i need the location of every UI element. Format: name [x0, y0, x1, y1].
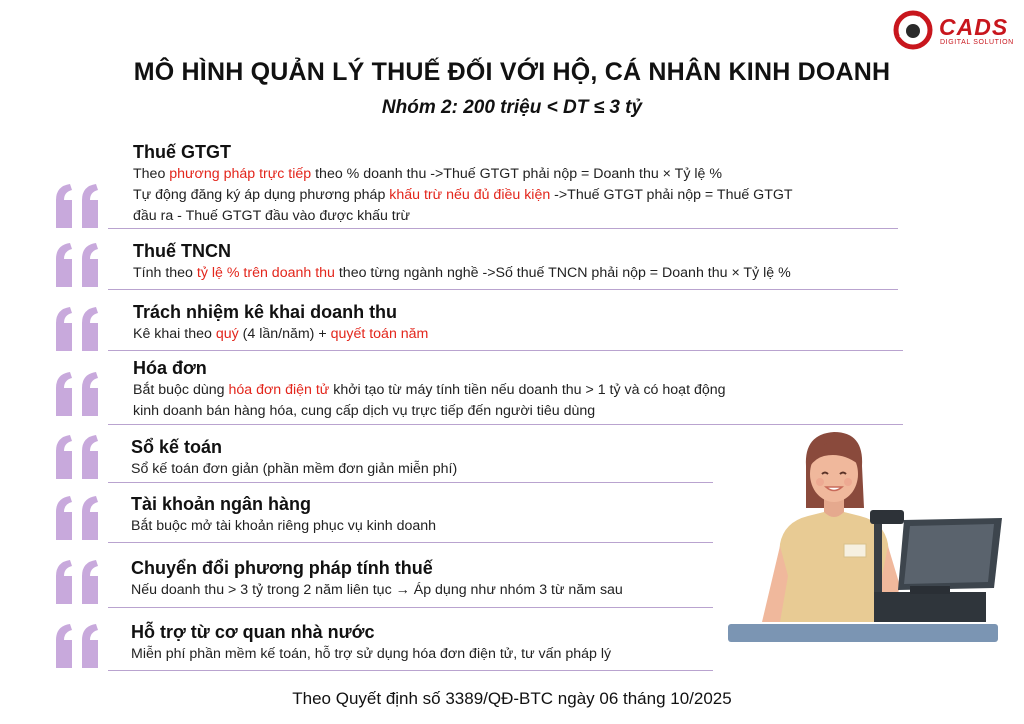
- divider: [108, 607, 713, 608]
- text-segment: đầu ra - Thuế GTGT đầu vào được khấu trừ: [133, 208, 410, 224]
- quote-mark-icon: [52, 370, 106, 418]
- text-segment: Tính theo: [133, 265, 197, 281]
- section-line: [133, 401, 726, 422]
- quote-mark-icon: [52, 433, 106, 481]
- text-segment: Kê khai theo: [133, 326, 216, 342]
- section-declaration: [133, 300, 428, 345]
- text-segment: theo % doanh thu ->Thuế GTGT phải nộp = Doanh thu × Tỷ lệ %: [311, 166, 722, 182]
- text-segment: theo từng ngành nghề ->Số thuế TNCN phải nộp = Doanh thu × Tỷ lệ %: [334, 265, 791, 281]
- quote-mark-icon: [52, 494, 106, 542]
- section-line: [131, 516, 436, 537]
- section-method-change: [131, 556, 623, 601]
- section-heading: Chuyển đổi phương pháp tính thuế: [131, 558, 433, 578]
- text-segment: Miễn phí phần mềm kế toán, hỗ trợ sử dụng hóa đơn điện tử, tư vấn pháp lý: [131, 646, 612, 662]
- section-line: [131, 644, 611, 665]
- divider: [108, 350, 903, 351]
- section-heading: Tài khoản ngân hàng: [131, 494, 312, 514]
- text-segment: khởi tạo từ máy tính tiền nếu doanh thu > 1 tỷ và có hoạt động: [329, 382, 726, 398]
- text-segment: Tự động đăng ký áp dụng phương pháp: [133, 187, 390, 203]
- text-segment: kinh doanh bán hàng hóa, cung cấp dịch vụ trực tiếp đến người tiêu dùng: [133, 403, 596, 419]
- text-segment: Theo: [133, 166, 170, 182]
- section-heading: Sổ kế toán: [131, 437, 223, 457]
- text-segment: (4 lần/năm) +: [238, 326, 331, 342]
- quote-mark-icon: [52, 305, 106, 353]
- section-bank-account: [131, 492, 436, 537]
- section-vat: [133, 140, 793, 227]
- section-accounting-book: [131, 435, 457, 480]
- section-line: [131, 459, 457, 480]
- highlight-text: quyết toán năm: [330, 326, 429, 342]
- section-heading: Hỗ trợ từ cơ quan nhà nước: [131, 622, 375, 642]
- text-segment: Sổ kế toán đơn giản (phần mềm đơn giản miễn phí): [131, 461, 458, 477]
- highlight-text: tỷ lệ % trên doanh thu: [196, 265, 335, 281]
- section-line: [133, 263, 791, 284]
- section-invoice: [133, 356, 726, 422]
- section-heading: Thuế GTGT: [133, 142, 231, 162]
- divider: [108, 670, 713, 671]
- quote-mark-icon: [52, 182, 106, 230]
- section-line: [133, 164, 793, 185]
- page-title: MÔ HÌNH QUẢN LÝ THUẾ ĐỐI VỚI HỘ, CÁ NHÂN KINH DOANH: [133, 58, 891, 86]
- section-line: [131, 580, 623, 601]
- text-segment: Bắt buộc mở tài khoản riêng phục vụ kinh doanh: [131, 518, 437, 534]
- section-line: [133, 380, 726, 401]
- divider: [108, 482, 713, 483]
- divider: [108, 542, 713, 543]
- section-heading: Trách nhiệm kê khai doanh thu: [133, 302, 398, 322]
- highlight-text: khấu trừ nếu đủ điều kiện: [389, 187, 551, 203]
- highlight-text: hóa đơn điện tử: [228, 382, 330, 398]
- section-heading: Hóa đơn: [133, 358, 207, 378]
- quote-mark-icon: [52, 622, 106, 670]
- divider: [108, 424, 903, 425]
- section-line: [133, 324, 428, 345]
- divider: [108, 228, 898, 229]
- logo-brand-text: CADS: [939, 14, 1009, 40]
- logo-tagline: DIGITAL SOLUTION: [940, 39, 1014, 46]
- section-line: [133, 206, 793, 227]
- cashier-illustration: [724, 426, 1004, 656]
- quote-mark-icon: [52, 558, 106, 606]
- brand-logo: [893, 8, 1017, 52]
- section-heading: Thuế TNCN: [133, 241, 231, 261]
- divider: [108, 289, 898, 290]
- section-line: [133, 185, 793, 206]
- section-pit: [133, 239, 791, 284]
- highlight-text: quý: [215, 326, 239, 342]
- cads-logo-icon: [893, 10, 933, 50]
- quote-mark-icon: [52, 241, 106, 289]
- text-segment: Bắt buộc dùng: [133, 382, 229, 398]
- highlight-text: phương pháp trực tiếp: [169, 166, 312, 182]
- section-state-support: [131, 620, 611, 665]
- text-segment: Nếu doanh thu > 3 tỷ trong 2 năm liên tục → Áp dụng như nhóm 3 từ năm sau: [131, 582, 623, 598]
- page-subtitle: Nhóm 2: 200 triệu < DT ≤ 3 tỷ: [381, 97, 643, 118]
- text-segment: ->Thuế GTGT phải nộp = Thuế GTGT: [550, 187, 793, 203]
- footer-source: Theo Quyết định số 3389/QĐ-BTC ngày 06 tháng 10/2025: [292, 689, 732, 708]
